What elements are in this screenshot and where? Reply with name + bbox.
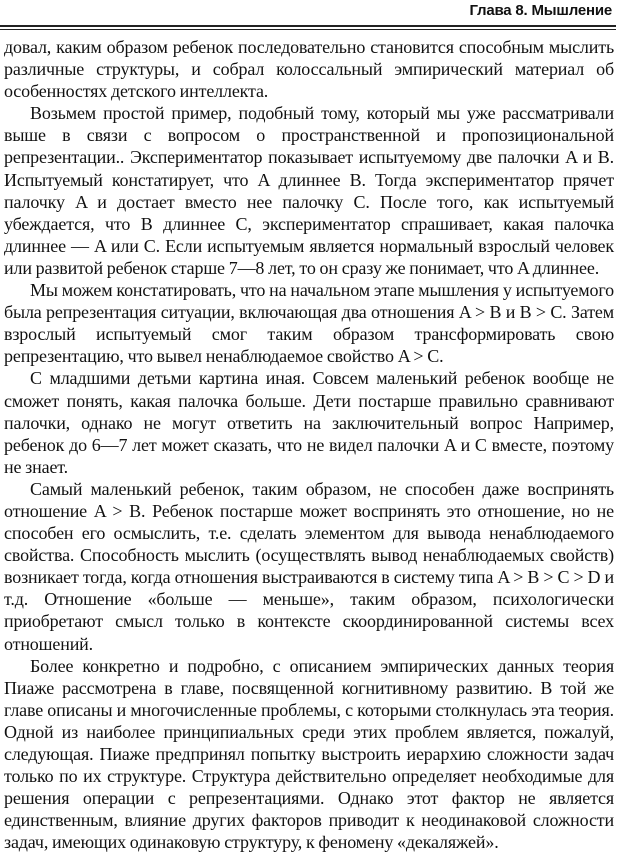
paragraph-4: С младшими детьми картина иная. Совсем маленький ребенок вообще не сможет понять, какая палочка больше. Дети постарше правильно сравнивают палочки, однако не могут ответить на заключительный вопрос Например, ребенок до 6—7 лет может сказать, что не видел палочки A и C вместе, поэтому не знает.	[4, 368, 614, 477]
paragraph-6: Более конкретно и подробно, с описанием эмпирических данных теория Пиаже рассмотрена в главе, посвященной когнитивному развитию. В той же главе описаны и многочисленные проблемы, с которыми столкнулась эта теория. Одной из наиболее принципиальных среди этих проблем является, пожалуй, следующая. Пиаже предпринял попытку выстроить иерархию сложности задач только по их структуре. Структура действительно определяет необходимые для решения операции с репрезентациями. Однако этот фактор не является единственным, влияние других факторов приводит к неодинаковой сложности задач, имеющих одинаковую структуру, к феномену «декаляжей».	[4, 655, 614, 853]
running-head: Глава 8. Мышление	[469, 2, 612, 19]
body-text	[4, 36, 614, 853]
paragraph-2: Возьмем простой пример, подобный тому, который мы уже рассматривали выше в связи с вопросом о пространственной и пропозициональной репрезентации.. Экспериментатор показывает испытуемому две палочки A и B. Испытуемый констатирует, что A длиннее B. Тогда экспериментатор прячет палочку A и достает вместо нее палочку C. После того, как испытуемый убеждается, что B длиннее C, экспериментатор спрашивает, какая палочка длиннее — A или C. Если испытуемым является нормальный взрослый человек или развитой ребенок старше 7—8 лет, то он сразу же понимает, что A длиннее.	[4, 103, 614, 278]
paragraph-1: довал, каким образом ребенок последовательно становится способным мыслить различные структуры, и собрал колоссальный эмпирический материал об особенностях детского интеллекта.	[4, 37, 614, 102]
header-rule	[0, 25, 616, 30]
paragraph-5: Самый маленький ребенок, таким образом, не способен даже воспринять отношение A > B. Ребенок постарше может воспринять это отношение, но не способен его осмыслить, т.е. сделать элементом для вывода ненаблюдаемого свойства. Способность мыслить (осуществлять вывод ненаблюдаемых свойств) возникает тогда, когда отношения выстраиваются в систему типа A > B > C > D и т.д. Отношение «больше — меньше», таким образом, психологически приобретают смысл только в контексте скоординированной системы всех отношений.	[4, 478, 614, 654]
paragraph-3: Мы можем констатировать, что на начальном этапе мышления у испытуемого была репрезентация ситуации, включающая два отношения A > B и B > C. Затем взрослый испытуемый смог таким образом трансформировать свою репрезентацию, что вывел ненаблюдаемое свойство A > C.	[4, 280, 614, 367]
